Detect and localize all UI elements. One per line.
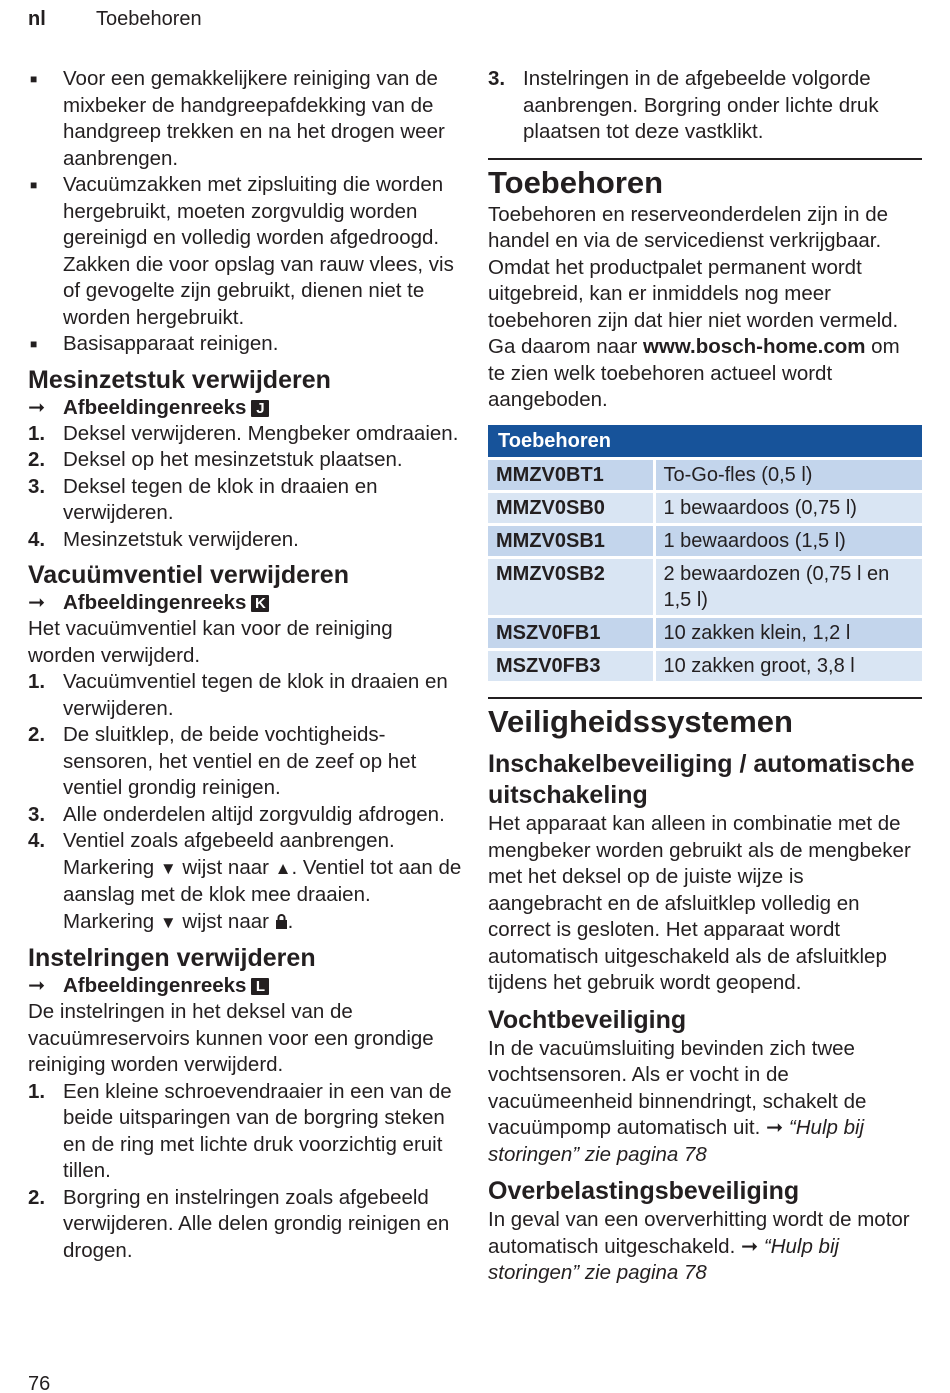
paragraph: Het vacuümventiel kan voor de reiniging worden verwijderd. (28, 617, 393, 667)
arrow-right-icon: ➞ (740, 1234, 759, 1258)
step-item: 4. Mesinzetstuk verwijderen. (28, 527, 299, 551)
section-heading-instelringen: Instelringen verwijderen (28, 944, 316, 972)
arrow-right-icon: ➞ (28, 974, 46, 997)
table-row: MMZV0SB2 2 bewaardozen (0,75 l en 1,5 l) (488, 558, 922, 617)
step-item: 2. De sluitklep, de beide vochtigheids-sensoren, het ventiel en de zeef op het ventiel grondig reinigen. (28, 723, 417, 799)
figure-reference: ➞ Afbeeldingenreeks L (28, 973, 465, 999)
bullet-item: ■ Vacuümzakken met zipsluiting die worden hergebruikt, moeten zorgvuldig worden gereinigd en volledig worden afgedroogd. Zakken die voor opslag van rauw vlees, vis of gevogelte zijn gebruikt, dienen niet te worden hergebruikt. (28, 172, 465, 331)
subsection-heading-vochtbeveiliging: Vochtbeveiliging (488, 1005, 687, 1034)
figure-letter-badge: K (251, 595, 269, 612)
cross-reference-link[interactable]: “Hulp bij storingen” zie pagina 78 (488, 1234, 840, 1284)
figure-reference: ➞ Afbeeldingenreeks K (28, 590, 465, 616)
subsection-heading-inschakelbeveiliging: Inschakelbeveiliging / automatische uitschakeling (488, 750, 915, 809)
square-bullet-icon: ■ (30, 178, 38, 192)
step-item: 3. Alle onderdelen altijd zorgvuldig afdrogen. (28, 802, 445, 826)
paragraph: Toebehoren en reserveonderdelen zijn in de handel en via de servicedienst verkrijgbaar. Omdat het productpalet permanent wordt uitgebreid, kan er inmiddels nog meer toebehoren zijn dat hier niet worden vermeld. Ga daarom naar www.bosch-home.com om te zien welk toebehoren actueel wordt aangeboden. (488, 202, 900, 411)
lock-icon (275, 910, 288, 933)
square-bullet-icon: ■ (30, 337, 38, 351)
website-url: www.bosch-home.com (642, 335, 866, 358)
arrow-right-icon: ➞ (28, 591, 46, 614)
bullet-item: ■ Voor een gemakkelijkere reiniging van de mixbeker de handgreepafdekking van de handgreep trekken en na het drogen weer aanbrengen. (28, 66, 465, 172)
arrow-right-icon: ➞ (28, 395, 46, 419)
paragraph: In geval van een oververhitting wordt de motor automatisch uitgeschakeld. ➞ “Hulp bij storingen” zie pagina 78 (488, 1208, 910, 1284)
section-divider (488, 697, 922, 699)
table-row: MMZV0SB1 1 bewaardoos (1,5 l) (488, 525, 922, 558)
section-heading-vacuumventiel: Vacuümventiel verwijderen (28, 561, 349, 589)
step-item: 2. Deksel op het mesinzetstuk plaatsen. (28, 448, 403, 471)
table-header: Toebehoren (488, 425, 922, 459)
table-row: MSZV0FB1 10 zakken klein, 1,2 l (488, 617, 922, 650)
figure-letter-badge: J (251, 400, 269, 417)
section-title-toebehoren: Toebehoren (488, 164, 664, 200)
step-item: 2. Borgring en instelringen zoals afgebeeld verwijderen. Alle delen grondig reinigen en drogen. (28, 1185, 450, 1262)
figure-reference: ➞ Afbeeldingenreeks J (28, 395, 465, 421)
bullet-item: ■ Basisapparaat reinigen. (28, 331, 465, 358)
paragraph: De instelringen in het deksel van de vacuümreservoirs kunnen voor een grondige reiniging worden verwijderd. (28, 1000, 434, 1076)
cross-reference-link[interactable]: “Hulp bij storingen” zie pagina 78 (488, 1116, 865, 1166)
table-row: MSZV0FB3 10 zakken groot, 3,8 l (488, 650, 922, 682)
step-item: 1. Vacuümventiel tegen de klok in draaien en verwijderen. (28, 670, 448, 720)
subsection-heading-overbelastingsbeveiliging: Overbelastingsbeveiliging (488, 1177, 800, 1205)
section-heading-mesinzetstuk: Mesinzetstuk verwijderen (28, 365, 331, 394)
page-number: 76 (28, 1373, 51, 1393)
figure-letter-badge: L (251, 978, 269, 995)
paragraph: In de vacuümsluiting bevinden zich twee vochtsensoren. Als er vocht in de vacuümeenheid binnendringt, schakelt de vacuümpomp automatisch uit. ➞ “Hulp bij storingen” zie pagina 78 (488, 1036, 867, 1166)
right-column (488, 66, 922, 1287)
section-divider (488, 158, 922, 160)
triangle-down-icon: ▼ (159, 858, 177, 878)
step-item: 3. Instelringen in de afgebeelde volgorde aanbrengen. Borgring onder lichte druk plaatsen tot deze vastklikt. (488, 67, 879, 143)
section-title-veiligheidssystemen: Veiligheidssystemen (488, 704, 793, 739)
left-column (28, 66, 465, 1264)
step-item: 3. Deksel tegen de klok in draaien en verwijderen. (28, 474, 378, 524)
step-item: 4. Ventiel zoals afgebeeld aanbrengen. Markering ▼ wijst naar ▲. Ventiel tot aan de aanslag met de klok mee draaien. Markering ▼ wijst naar . (28, 829, 462, 933)
table-row: MMZV0SB0 1 bewaardoos (0,75 l) (488, 492, 922, 525)
accessories-table (488, 425, 922, 682)
triangle-down-icon: ▼ (159, 912, 177, 932)
arrow-right-icon: ➞ (766, 1116, 784, 1139)
language-code: nl (28, 7, 46, 30)
square-bullet-icon: ■ (30, 72, 38, 86)
paragraph: Het apparaat kan alleen in combinatie met de mengbeker worden gebruikt als de mengbeker met het deksel op de juiste wijze is aangebracht en de afsluitklep volledig en correct is gesloten. Het apparaat wordt automatisch uitgeschakeld als de afsluitklep tijdens het gebruik wordt geopend. (488, 812, 911, 994)
triangle-up-icon: ▲ (274, 858, 292, 878)
table-row: MMZV0BT1 To-Go-fles (0,5 l) (488, 459, 922, 492)
page-header (28, 6, 202, 32)
step-item: 1. Deksel verwijderen. Mengbeker omdraaien. (28, 421, 459, 445)
step-item: 1. Een kleine schroevendraaier in een van de beide uitsparingen van de borgring steken en de ring met lichte druk voorzichtig eruit tillen. (28, 1079, 452, 1182)
header-title: Toebehoren (96, 7, 202, 30)
